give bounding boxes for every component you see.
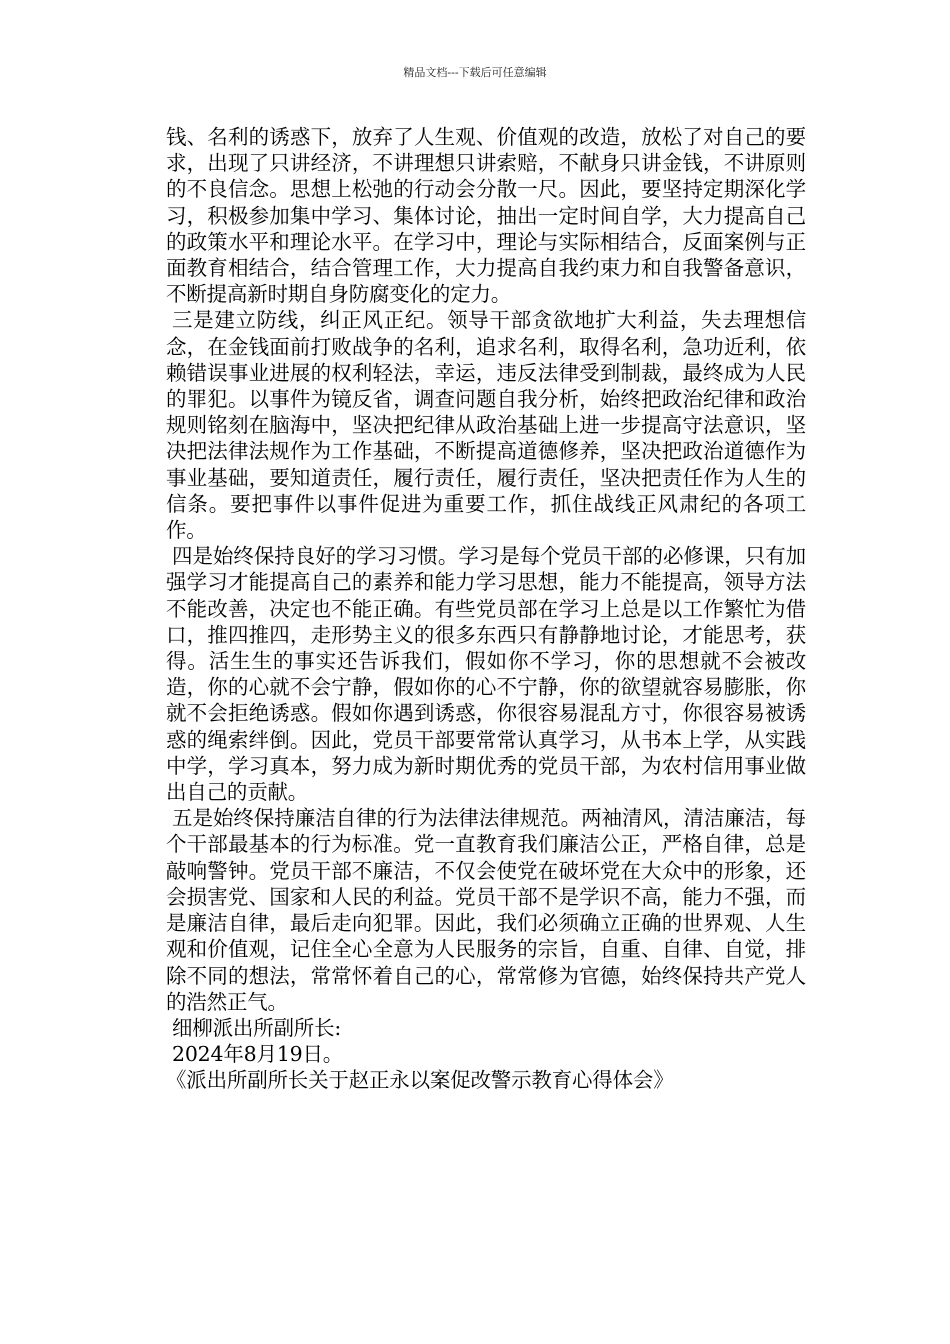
signature-author: 细柳派出所副所长: (172, 1015, 342, 1040)
signature-date: 2024年8月19日。 (172, 1042, 344, 1067)
paragraph-three: 三是建立防线，纠正风正纪。领导干部贪欲地扩大利益，失去理想信念，在金钱面前打败战争的名利，追求名利，取得名利，急功近利，依赖错误事业进展的权利轻法，幸运，违反法律受到制裁，最终成为人民的罪犯。以事件为镜反省，调查问题自我分析，始终把政治纪律和政治规则铭刻在脑海中，坚决把纪律从政治基础上进一步提高守法意识，坚决把法律法规作为工作基础，不断提高道德修养，坚决把政治道德作为事业基础，要知道责任，履行责任，履行责任，坚决把责任作为人生的信条。要把事件以事件促进为重要工作，抓住战线正风肃纪的各项工作。 (166, 308, 806, 543)
paragraph-continuation: 钱、名利的诱惑下，放弃了人生观、价值观的改造，放松了对自己的要求，出现了只讲经济，不讲理想只讲索赔，不献身只讲金钱，不讲原则的不良信念。思想上松弛的行动会分散一尺。因此，要坚持定期深化学习，积极参加集中学习、集体讨论，抽出一定时间自学，大力提高自己的政策水平和理论水平。在学习中，理论与实际相结合，反面案例与正面教育相结合，结合管理工作，大力提高自我约束力和自我警备意识，不断提高新时期自身防腐变化的定力。 (166, 125, 806, 307)
page-header: 精品文档---下载后可任意编辑 (403, 66, 547, 79)
document-body (166, 124, 806, 1094)
paragraph-four: 四是始终保持良好的学习习惯。学习是每个党员干部的必修课，只有加强学习才能提高自己的素养和能力学习思想，能力不能提高，领导方法不能改善，决定也不能正确。有些党员部在学习上总是以工作繁忙为借口，推四推四，走形势主义的很多东西只有静静地讨论，才能思考，获得。活生生的事实还告诉我们，假如你不学习，你的思想就不会被改造，你的心就不会宁静，假如你的心不宁静，你的欲望就容易膨胀，你就不会拒绝诱惑。假如你遇到诱惑，你很容易混乱方寸，你很容易被诱惑的绳索绊倒。因此，党员干部要常常认真学习，从书本上学，从实践中学，学习真本，努力成为新时期优秀的党员干部，为农村信用事业做出自己的贡献。 (166, 544, 806, 805)
paragraph-five: 五是始终保持廉洁自律的行为法律法律规范。两袖清风，清洁廉洁，每个干部最基本的行为标准。党一直教育我们廉洁公正，严格自律，总是敲响警钟。党员干部不廉洁，不仅会使党在破坏党在大众中的形象，还会损害党、国家和人民的利益。党员干部不是学识不高，能力不强，而是廉洁自律，最后走向犯罪。因此，我们必须确立正确的世界观、人生观和价值观，记住全心全意为人民服务的宗旨，自重、自律、自觉，排除不同的想法，常常怀着自己的心，常常修为官德，始终保持共产党人的浩然正气。 (166, 806, 806, 1014)
document-title-footer: 《派出所副所长关于赵正永以案促改警示教育心得体会》 (166, 1068, 674, 1093)
